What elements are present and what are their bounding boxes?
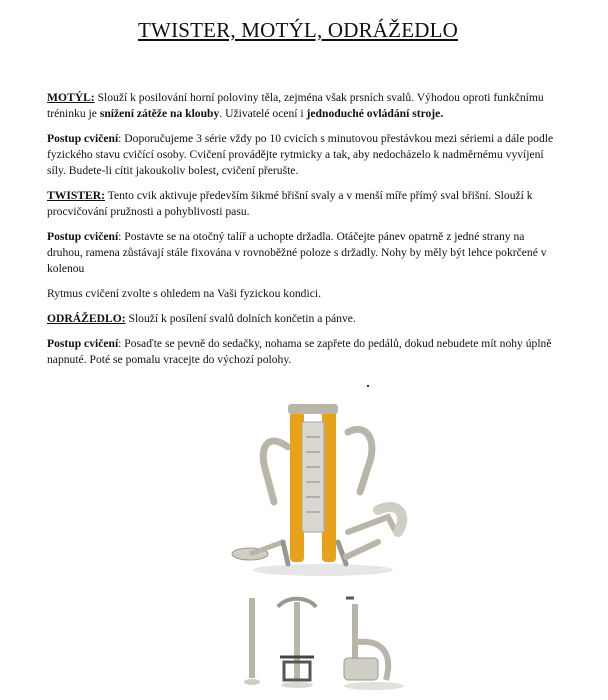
- odrazedlo-postup-label: Postup cvičení: [47, 337, 119, 350]
- odrazedlo-postup-paragraph: [47, 336, 557, 368]
- motyl-label: MOTÝL:: [47, 91, 95, 104]
- twister-text: Tento cvik aktivuje především šikmé břišní svaly a v menší míře přímý sval břišní. Slouží k procvičování pružnosti a pohyblivosti pasu.: [47, 189, 533, 218]
- twister-postup-paragraph: [47, 229, 557, 277]
- motyl-bold-1: snížení zátěže na klouby: [99, 107, 220, 120]
- fitness-machine-image: [228, 392, 414, 582]
- machine-view-1-image: [240, 590, 264, 690]
- page-title: TWISTER, MOTÝL, ODRÁŽEDLO: [138, 18, 458, 42]
- odrazedlo-label: ODRÁŽEDLO:: [47, 312, 126, 325]
- motyl-bold-2: jednoduché ovládání stroje.: [306, 107, 444, 120]
- twister-paragraph: [47, 188, 557, 220]
- motyl-text-1: Slouží k posilování horní poloviny těla, zejména však prsních svalů. Výhodou oproti funkčnímu tréninku je: [47, 91, 544, 120]
- odrazedlo-paragraph: [47, 311, 557, 327]
- machine-view-2-image: [268, 592, 326, 692]
- machine-view-3-image: [338, 592, 410, 692]
- motyl-text-2: . Uživatelé ocení i: [219, 107, 307, 120]
- motyl-postup-paragraph: [47, 131, 557, 179]
- odrazedlo-postup-text: : Posaďte se pevně do sedačky, nohama se zapřete do pedálů, dokud nebudete mít nohy úplně napnuté. Poté se pomalu vracejte do výchozí polohy.: [47, 337, 552, 366]
- stray-dot: [367, 385, 369, 387]
- rytmus-paragraph: Rytmus cvičení zvolte s ohledem na Vaši fyzickou kondici.: [47, 287, 321, 300]
- motyl-postup-text: : Doporučujeme 3 série vždy po 10 cvicích s minutovou přestávkou mezi sériemi a dále podle fyzického stavu cvičící osoby. Cvičení provádějte rytmicky a tak, aby nedocházelo k nadměrnému vyvíjení síly. Budete-li cítit jakoukoliv bolest, cvičení přerušte.: [47, 132, 554, 177]
- motyl-paragraph: [47, 90, 557, 122]
- twister-postup-text: : Postavte se na otočný talíř a uchopte držadla. Otáčejte pánev opatrně z jedné strany na druhou, ramena zůstávají stále fixována v rovnoběžné poloze s držadly. Nohy by měly být lehce pokrčené v kolenou: [47, 230, 547, 275]
- twister-label: TWISTER:: [47, 189, 105, 202]
- document-body: [47, 90, 557, 377]
- twister-postup-label: Postup cvičení: [47, 230, 119, 243]
- odrazedlo-text: Slouží k posílení svalů dolních končetin a pánve.: [125, 312, 356, 325]
- motyl-postup-label: Postup cvičení: [47, 132, 119, 145]
